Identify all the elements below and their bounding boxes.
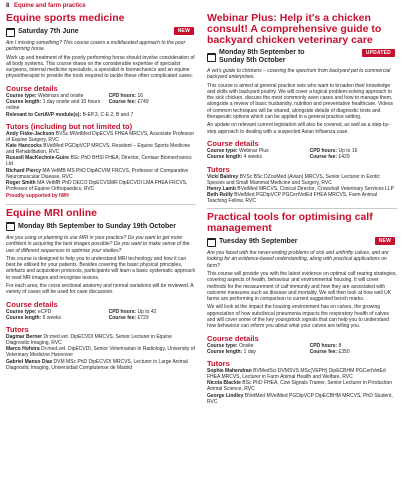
course-title: Equine MRI online [6, 206, 97, 219]
course-description: Work up and treatment of the poorly performing horse should involve consideration of all body systems. This course draws on the considerable expertise of specialist surgeons, internal medicine specialists, a specialist in biomechanics and an equine physiotherapist to provide the tools required to tackle these often complicated cases. [6, 54, 195, 80]
course-details-heading: Course details [6, 83, 58, 93]
course-description: We will look at the impact the housing environment has on calves, the growing appreciation of how subclinical pneumonia impacts the respiratory health of calves and will cover some of the key youngstock signals that can help you to understand how behaviour can inform you about what your calves are telling you. [207, 304, 390, 330]
divider [207, 208, 397, 209]
course-fee: Course fee: £350 [309, 348, 350, 355]
course-details [6, 93, 196, 112]
tutors-heading: Tutors (including but not limited to) [6, 121, 133, 131]
course-details-heading: Course details [6, 299, 58, 309]
course-title: Equine sports medicine [6, 12, 125, 24]
sponsor-note: Proudly supported by IWH [6, 192, 69, 199]
tutor: Richard Piercy MA VetMB MS PhD DipACVIM FRCVS, Professor of Comparative Neuromuscular Disease, RVC [6, 167, 189, 180]
course-description: This course will provide you with the latest evidence on optimal calf rearing strategies, covering aspects of health, behaviour and environmental housing. It will cover methods for the measurement of calf immunity and how they are associated with outcome measures such as disease and mortality. We will then look at how well UK farms are performing in comparison to current suggested bench marks. [207, 270, 397, 303]
left-column [6, 13, 196, 371]
course-date: Monday 8th September to Sunday 19th October [18, 222, 176, 230]
calendar-icon [6, 28, 15, 37]
course-type: Course type: eCPD [6, 308, 52, 315]
course-intro: Am I missing something? This course covers a multifaceted approach to the poor performing horse. [6, 40, 186, 53]
relevant-modules: Relevant to CertAVP module(s): B-EP.3, C-E.2, B and 7 [6, 111, 134, 118]
course-date-row [207, 236, 397, 248]
cpd-hours: CPD hours: 8 [309, 342, 342, 349]
course-details-heading: Course details [207, 138, 259, 148]
tutor: Henry Lamb BVetMed MRCVS, Clinical Director, Crowshall Veterinary Services LLP [207, 185, 395, 192]
course-length: Course length: 4 weeks [207, 154, 263, 161]
course-length: Course length: 6 weeks [6, 314, 62, 321]
course-date: Tuesday 9th September [219, 238, 298, 246]
course-date-row [6, 221, 196, 233]
tutor: Russell MacKechnie-Guire BSc PhD BHSI FHEA, Director, Centaur Biomechanics Ltd [6, 155, 192, 168]
calendar-icon [207, 53, 216, 62]
tutors-heading: Tutors [207, 164, 230, 174]
new-badge: NEW [375, 237, 395, 245]
course-description: This course is designed to help you to understand MRI technology and how it can best be utilised for your patients. Besides covering the basic physical principles, artefacts and acquisition protocols, participants will learn a basic systematic approach to read MR images and recognise lesions. [6, 255, 196, 281]
page-header [6, 3, 86, 9]
course-intro: Are you using or planning to use MRI in your practice? Do you want to get more confident in acquiring the best images possible? Do you want to make sense of the use of different sequences to optimise your studies? [6, 234, 190, 254]
course-title: Webinar Plus: Help it's a chicken consult! A comprehensive guide to backyard chicken veterinary care [207, 12, 382, 46]
course-date-row [207, 48, 397, 66]
right-column [207, 13, 397, 405]
course-description: For each area, the cross sectional anatomy and normal variations will be reviewed. A variety of cases will be used for case discussion. [6, 282, 194, 296]
course-fee: Course fee: £429 [309, 154, 350, 161]
tutor: Marco Hofstra Dr.med.vet. DipECVDI, Senior Veterinarian in Radiology, University of Veterinary Medicine Hannover [6, 346, 195, 359]
course-length: Course length: 1 day [207, 348, 256, 355]
tutor: Vicki Baldrey BVSc BSc DZooMed (Avian) MRCVS, Senior Lecturer in Exotic Species and Small Mammal Medicine and Surgery, RVC [207, 173, 380, 186]
course-title: Practical tools for optimising calf management [207, 211, 373, 235]
cpd-hours: CPD hours: Up to 16 [309, 147, 358, 154]
tutors-heading: Tutors [6, 325, 29, 335]
new-badge: NEW [174, 27, 194, 35]
calendar-icon [6, 222, 15, 231]
course-type: Course type: Webinars and onsite [6, 92, 84, 99]
course-intro: Are you faced with the never-ending problems of sick and unthrifty calves, and are looking for an evidence-based understanding, along with practical applications on farm? [207, 250, 389, 269]
tutor: Gabriel Manso Díaz DVM MSc PhD DipECVDI MRCVS, Lecturer in Large Animal Diagnostic Imaging, Universidad Complutense de Madrid [6, 358, 188, 371]
course-type: Course type: Webinar Plus [207, 147, 269, 154]
course-intro: A vet's guide to chickens – covering the spectrum from backyard pet to commercial backyard enterprises. [207, 68, 391, 81]
tutors-heading: Tutors [207, 359, 230, 369]
tutor: Andy Fiske-Jackson BVSc MVetMed DipECVS FHEA MRCVS, Associate Professor of Equine Surgery, RVC [6, 130, 195, 144]
course-fee: Course fee: £749 [108, 99, 149, 106]
course-details [6, 309, 196, 322]
cpd-hours: CPD hours: 16 [108, 92, 144, 99]
section-title: Equine and farm practice [14, 3, 86, 9]
course-description: This course is aimed at general practice vets who want to broaden their knowledge and skills with backyard poultry. We will cover a logical problem-solving approach to the sick chicken, discuss the most commonly seen cases and how to manage them, alongside a review of basic husbandry, nutrition and preventative healthcare. Videos of common techniques will be shared, alongside details of diagnostic tests and therapeutic options which can be applied in a general practice setting. [207, 82, 394, 121]
tutor: Kate Hancocks BVetMed PGDipVCP MRCVS, Resident – Equine Sports Medicine and Rehabilitation, RVC [6, 143, 191, 156]
updated-badge: UPDATED [362, 49, 395, 57]
course-description: An update on relevant current legislation will also be covered, as well as a step-by-step approach to dealing with a suspected Avian influenza case. [207, 122, 390, 135]
course-fee: Course fee: £729 [108, 314, 149, 321]
tutor: Dagmar Berner Dr.med.vet. DipECVDI MRCVS, Senior Lecturer in Equine Diagnostic Imaging, RVC [6, 334, 172, 347]
cpd-hours: CPD hours: Up to 42 [108, 308, 157, 315]
divider [6, 204, 196, 205]
course-date: Monday 8th September to Sunday 5th October [219, 49, 305, 64]
tutor: George Lindley BVetMed MVetMed PGDipVCP DipECBHM MRCVS, PhD Student, RVC [207, 392, 393, 405]
course-details-heading: Course details [207, 333, 259, 343]
tutor: Beth Reilly BVetMed PGDipVCP PGCertVetEd FHEA MRCVS, Farm Animal Teaching Fellow, RVC [207, 191, 377, 204]
course-details [207, 343, 397, 356]
tutor: Sophie Mahendran BVMedSci DVMSVS MSc(VEPH) DipECBHM PGCertVetEd FHEA MRCVS, Lecturer in Farm Animal Health and Welfare, RVC [207, 368, 386, 381]
tutor: Roger Smith MA VetMB PhD DECO DipECVSMR DipECVDI LMA FHEA FRCVS, Professor of Equine Orthopaedics, RVC [6, 179, 188, 192]
course-details [207, 148, 397, 161]
course-date-row [6, 26, 196, 38]
calendar-icon [207, 238, 216, 247]
tutor: Nicola Blackie BSc PhD FHEA, Cow Signals Trainer, Senior Lecturer in Production Animal Science, RVC [207, 380, 393, 393]
page-number: 8 [6, 3, 10, 9]
course-length: Course length: 1 day onsite and 10 hours online [6, 99, 101, 112]
course-type: Course type: Onsite [207, 342, 254, 349]
course-date: Saturday 7th June [18, 28, 79, 35]
